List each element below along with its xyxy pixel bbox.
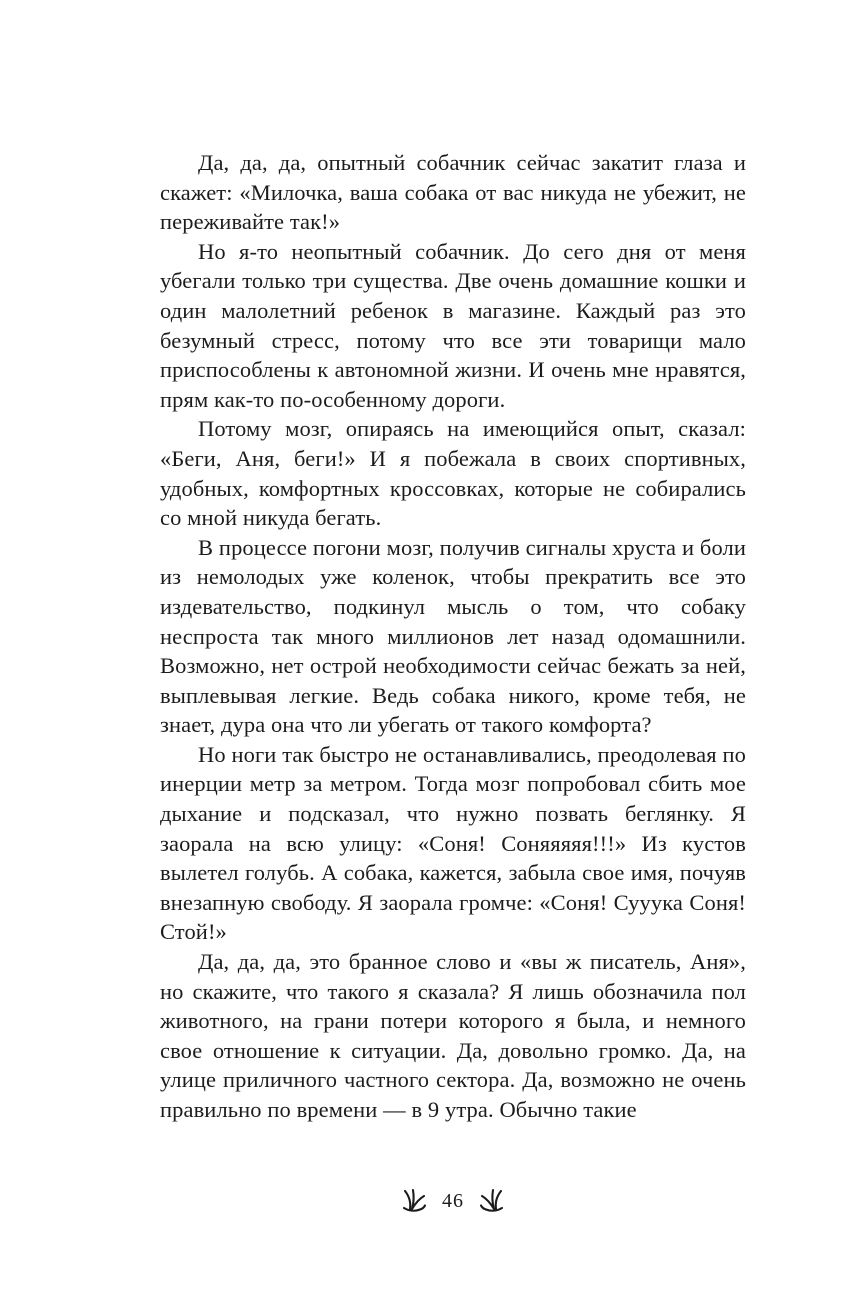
paragraph: Но ноги так быстро не останавливались, преодолевая по инерции метр за метром. Тогда мозг попробовал сбить мое дыхание и подсказал, что нужно позвать беглянку. Я заорала на всю улицу: «Соня! Соняяяяя!!!» Из кустов вылетел голубь. А собака, кажется, забыла свое имя, почуяв внезапную свободу. Я заорала громче: «Соня! Сууука Соня! Стой!» [160,741,746,945]
paragraph: Да, да, да, опытный собачник сейчас закатит глаза и скажет: «Милочка, ваша собака от вас никуда не убежит, не переживайте так!» [160,150,746,235]
paragraph: В процессе погони мозг, получив сигналы хруста и боли из немолодых уже коленок, чтобы прекратить все это издевательство, подкинул мысль о том, что собаку неспроста так много миллионов лет назад одомашнили. Возможно, нет острой необходимости сейчас бежать за ней, выплевывая легкие. Ведь собака никого, кроме тебя, не знает, дура она что ли убегать от такого комфорта? [160,534,746,738]
page-number: 46 [442,1189,464,1212]
body-text [160,148,746,1125]
bird-ornament-right-icon [478,1188,506,1214]
paragraph: Потому мозг, опираясь на имеющийся опыт, сказал: «Беги, Аня, беги!» И я побежала в своих спортивных, удобных, комфортных кроссовках, которые не собирались со мной никуда бегать. [160,416,746,531]
bird-ornament-left-icon [400,1188,428,1214]
paragraph: Да, да, да, это бранное слово и «вы ж писатель, Аня», но скажите, что такого я сказала? Я лишь обозначила пол животного, на грани потери которого я была, и немного свое отношение к ситуации. Да, довольно громко. Да, на улице приличного частного сектора. Да, возможно не очень правильно по времени — в 9 утра. Обычно такие [160,949,746,1122]
paragraph: Но я-то неопытный собачник. До сего дня от меня убегали только три существа. Две очень домашние кошки и один малолетний ребенок в магазине. Каждый раз это безумный стресс, потому что все эти товарищи мало приспособлены к автономной жизни. И очень мне нравятся, прям как-то по-особенному дороги. [160,238,746,412]
page-footer [160,1188,746,1214]
